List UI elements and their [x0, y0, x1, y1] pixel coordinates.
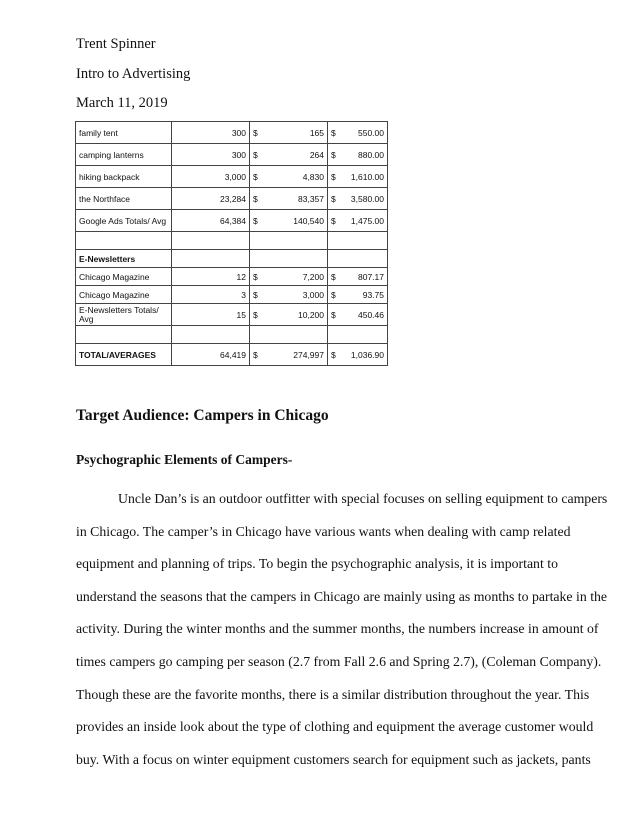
currency-symbol: $	[328, 210, 340, 232]
paragraph-line: in Chicago. The camper’s in Chicago have various wants when dealing with camp related	[76, 523, 571, 539]
currency-symbol: $	[250, 268, 263, 286]
empty-cell	[250, 326, 263, 344]
cell-value: 300	[172, 122, 250, 144]
currency-symbol: $	[328, 268, 340, 286]
empty-cell	[328, 326, 340, 344]
empty-cell	[76, 232, 172, 250]
body-paragraph	[76, 483, 608, 776]
cell-value: 264	[263, 144, 328, 166]
empty-cell	[250, 250, 263, 268]
cell-value: 1,475.00	[340, 210, 388, 232]
cell-value: 10,200	[263, 304, 328, 326]
cell-value: 4,830	[263, 166, 328, 188]
currency-symbol: $	[328, 144, 340, 166]
cell-value: 3,000	[263, 286, 328, 304]
table-row	[76, 268, 388, 286]
cell-value: 1,036.90	[340, 344, 388, 366]
table-row	[76, 188, 388, 210]
currency-symbol: $	[328, 304, 340, 326]
empty-cell	[172, 250, 250, 268]
table-section-heading	[76, 250, 388, 268]
cell-value: 23,284	[172, 188, 250, 210]
table-row	[76, 210, 388, 232]
cell-value: 93.75	[340, 286, 388, 304]
cell-value: 807.17	[340, 268, 388, 286]
cell-value: 7,200	[263, 268, 328, 286]
currency-symbol: $	[328, 286, 340, 304]
author-name: Trent Spinner	[76, 36, 156, 52]
paragraph-line: equipment and planning of trips. To begin the psychographic analysis, it is important to	[76, 556, 558, 572]
cell-value: 3,580.00	[340, 188, 388, 210]
currency-symbol: $	[250, 188, 263, 210]
cell-value: 140,540	[263, 210, 328, 232]
table-row	[76, 166, 388, 188]
currency-symbol: $	[250, 210, 263, 232]
currency-symbol: $	[250, 344, 263, 366]
cell-value: 64,419	[172, 344, 250, 366]
row-label: the Northface	[76, 188, 172, 210]
paragraph-line: activity. During the winter months and the summer months, the numbers increase in amount of	[76, 621, 599, 637]
paragraph-line: Uncle Dan’s is an outdoor outfitter with special focuses on selling equipment to campers	[118, 491, 608, 506]
currency-symbol: $	[250, 122, 263, 144]
row-label: Google Ads Totals/ Avg	[76, 210, 172, 232]
currency-symbol: $	[250, 304, 263, 326]
table-total-row	[76, 344, 388, 366]
empty-cell	[263, 326, 328, 344]
empty-cell	[340, 232, 388, 250]
table-row-blank	[76, 232, 388, 250]
empty-cell	[340, 250, 388, 268]
paragraph-line: times campers go camping per season (2.7 from Fall 2.6 and Spring 2.7), (Coleman Company).	[76, 653, 602, 669]
currency-symbol: $	[328, 344, 340, 366]
row-label: E-Newsletters	[76, 250, 172, 268]
row-label: Chicago Magazine	[76, 268, 172, 286]
row-label: Chicago Magazine	[76, 286, 172, 304]
table-row	[76, 304, 388, 326]
empty-cell	[263, 250, 328, 268]
advertising-cost-table	[75, 121, 388, 366]
cell-value: 15	[172, 304, 250, 326]
cell-value: 300	[172, 144, 250, 166]
cell-value: 3	[172, 286, 250, 304]
empty-cell	[328, 250, 340, 268]
row-label: E-Newsletters Totals/ Avg	[76, 304, 172, 326]
cell-value: 165	[263, 122, 328, 144]
currency-symbol: $	[328, 166, 340, 188]
empty-cell	[340, 326, 388, 344]
cell-value: 880.00	[340, 144, 388, 166]
empty-cell	[250, 232, 263, 250]
row-label: family tent	[76, 122, 172, 144]
paragraph-line: provides an inside look about the type of clothing and equipment the average customer would	[76, 719, 594, 735]
currency-symbol: $	[328, 188, 340, 210]
empty-cell	[263, 232, 328, 250]
paragraph-line: understand the seasons that the campers in Chicago are mainly using as months to partake in the	[76, 588, 608, 604]
section-heading: Target Audience: Campers in Chicago	[76, 407, 329, 424]
cell-value: 1,610.00	[340, 166, 388, 188]
document-date: March 11, 2019	[76, 95, 168, 111]
table-row-blank	[76, 326, 388, 344]
row-label: camping lanterns	[76, 144, 172, 166]
subsection-heading: Psychographic Elements of Campers-	[76, 452, 293, 467]
empty-cell	[172, 326, 250, 344]
empty-cell	[328, 232, 340, 250]
table-row	[76, 286, 388, 304]
currency-symbol: $	[250, 144, 263, 166]
cell-value: 3,000	[172, 166, 250, 188]
cell-value: 12	[172, 268, 250, 286]
currency-symbol: $	[250, 286, 263, 304]
currency-symbol: $	[328, 122, 340, 144]
cell-value: 550.00	[340, 122, 388, 144]
row-label: hiking backpack	[76, 166, 172, 188]
cell-value: 274,997	[263, 344, 328, 366]
table-row	[76, 122, 388, 144]
cell-value: 450.46	[340, 304, 388, 326]
empty-cell	[172, 232, 250, 250]
course-name: Intro to Advertising	[76, 66, 191, 82]
table-row	[76, 144, 388, 166]
paragraph-line: buy. With a focus on winter equipment customers search for equipment such as jackets, pants	[76, 751, 591, 767]
paragraph-line: Though these are the favorite months, there is a similar distribution throughout the year. This	[76, 686, 590, 702]
row-label: TOTAL/AVERAGES	[76, 344, 172, 366]
cell-value: 83,357	[263, 188, 328, 210]
cell-value: 64,384	[172, 210, 250, 232]
currency-symbol: $	[250, 166, 263, 188]
empty-cell	[76, 326, 172, 344]
